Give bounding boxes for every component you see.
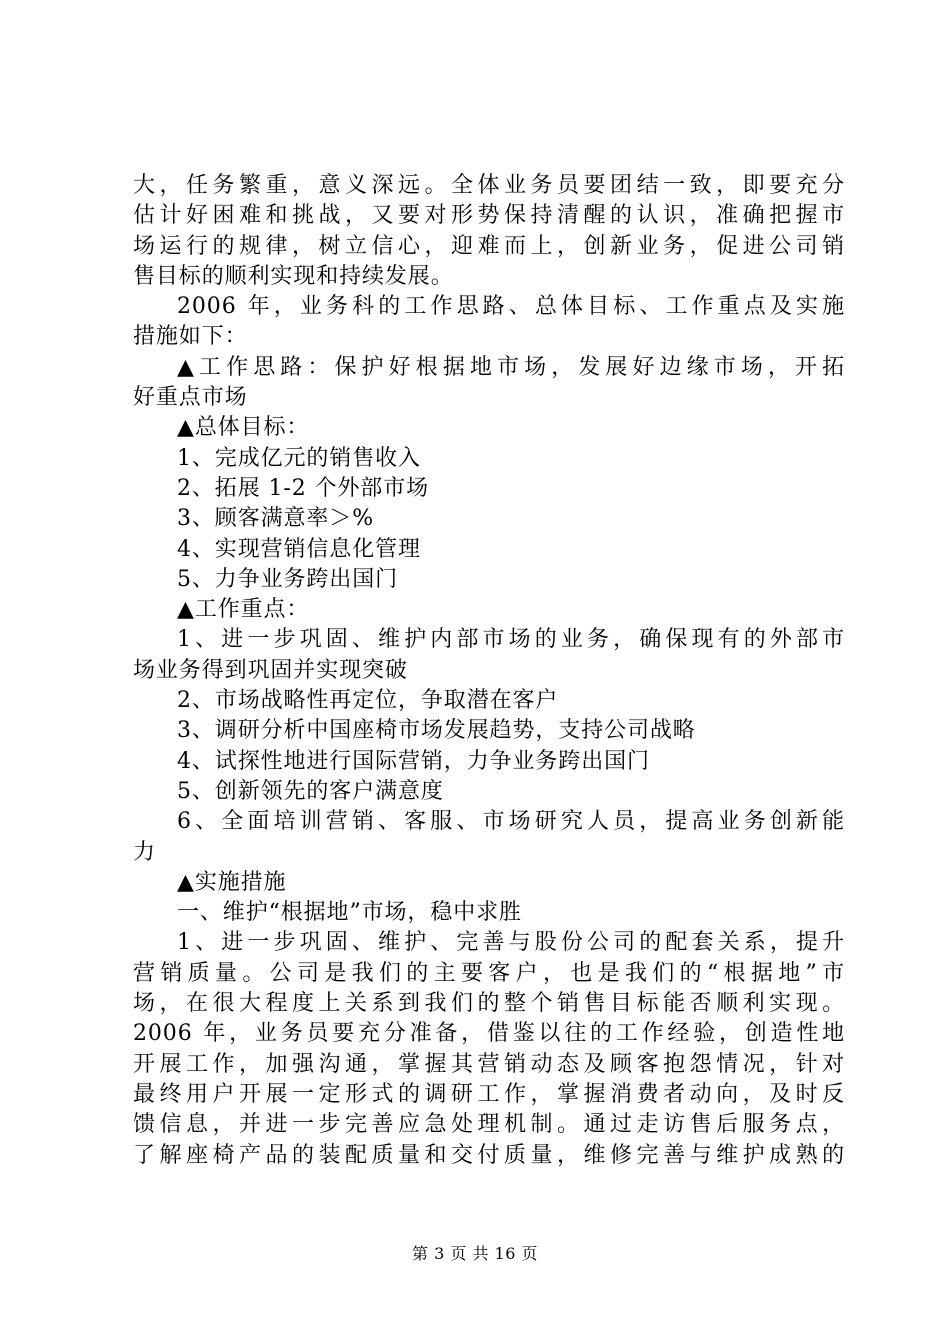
text-line: 估计好困难和挑战，又要对形势保持清醒的认识，准确把握市: [133, 203, 845, 229]
text-line: 2、拓展 1-2 个外部市场: [177, 475, 430, 501]
text-line: 6、全面培训营销、客服、市场研究人员，提高业务创新能: [177, 809, 845, 835]
text-line: 场运行的规律，树立信心，迎难而上，创新业务，促进公司销: [133, 233, 845, 259]
text-line: 1、进一步巩固、维护内部市场的业务，确保现有的外部市: [177, 627, 845, 653]
document-body: [133, 171, 845, 1171]
text-line: 2006 年，业务员要充分准备，借鉴以往的工作经验，创造性地: [133, 1021, 845, 1047]
text-line: 4、试探性地进行国际营销，力争业务跨出国门: [177, 748, 650, 774]
text-line: 5、力争业务跨出国门: [177, 566, 398, 592]
text-line: 馈信息，并进一步完善应急处理机制。通过走访售后服务点，: [133, 1112, 845, 1138]
text-line: ▲实施措施: [177, 869, 287, 895]
text-line: ▲总体目标：: [177, 415, 310, 441]
text-line: 3、调研分析中国座椅市场发展趋势，支持公司战略: [177, 718, 696, 744]
text-line: 营销质量。公司是我们的主要客户，也是我们的“根据地”市: [133, 960, 845, 986]
text-line: 场，在很大程度上关系到我们的整个销售目标能否顺利实现。: [133, 991, 845, 1017]
text-line: 3、顾客满意率＞%: [177, 506, 375, 532]
text-line: 5、创新领先的客户满意度: [177, 778, 444, 804]
text-line: 好重点市场: [133, 385, 248, 411]
text-line: 2、市场战略性再定位，争取潜在客户: [177, 688, 559, 714]
text-line: 大，任务繁重，意义深远。全体业务员要团结一致，即要充分: [133, 173, 845, 198]
text-line: 一、维护“根据地”市场，稳中求胜: [177, 900, 522, 926]
text-line: 力: [133, 839, 156, 865]
text-line: 4、实现营销信息化管理: [177, 536, 421, 562]
text-line: ▲工作思路：保护好根据地市场，发展好边缘市场，开拓: [177, 354, 845, 380]
text-line: 措施如下：: [133, 324, 248, 350]
text-line: 最终用户开展一定形式的调研工作，掌握消费者动向，及时反: [133, 1081, 845, 1107]
text-line: 开展工作，加强沟通，掌握其营销动态及顾客抱怨情况，针对: [133, 1051, 845, 1077]
text-line: 2006 年，业务科的工作思路、总体目标、工作重点及实施: [177, 294, 845, 320]
page-footer: 第 3 页 共 16 页: [412, 1244, 538, 1263]
text-line: ▲工作重点：: [177, 597, 310, 623]
text-line: 了解座椅产品的装配质量和交付质量，维修完善与维护成熟的: [133, 1142, 845, 1168]
text-line: 1、进一步巩固、维护、完善与股份公司的配套关系，提升: [177, 930, 845, 956]
text-line: 售目标的顺利实现和持续发展。: [133, 263, 454, 289]
text-line: 1、完成亿元的销售收入: [177, 445, 421, 471]
text-line: 场业务得到巩固并实现突破: [133, 657, 408, 683]
